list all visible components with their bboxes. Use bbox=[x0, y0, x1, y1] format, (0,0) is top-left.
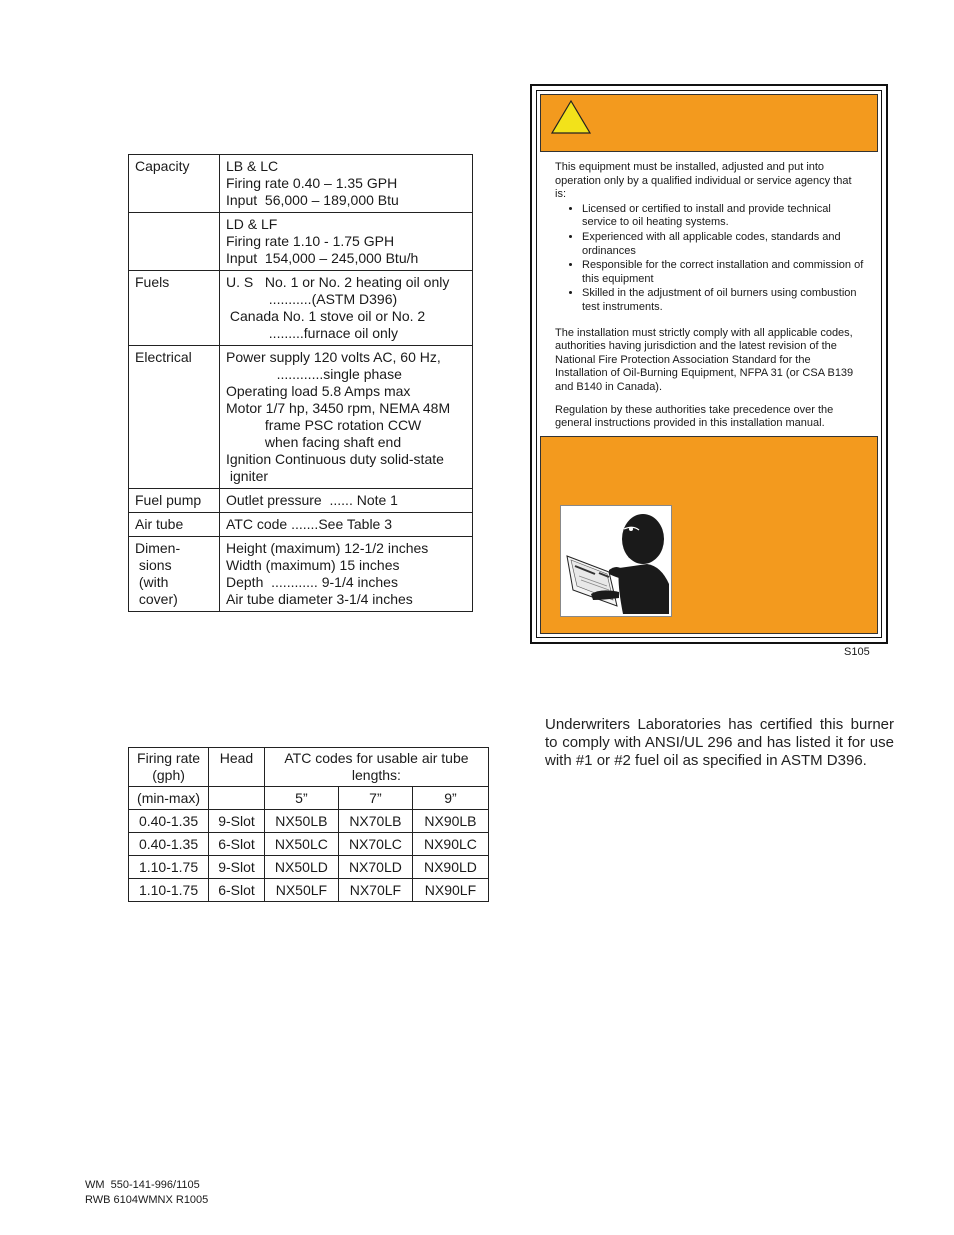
spec-value-line: Motor 1/7 hp, 3450 rpm, NEMA 48M bbox=[226, 400, 451, 416]
spec-value-line: ............single phase bbox=[226, 366, 402, 382]
atc-row bbox=[129, 810, 489, 833]
spec-value bbox=[220, 155, 473, 213]
atc-7-cell: NX70LF bbox=[338, 879, 412, 902]
spec-label bbox=[129, 213, 220, 271]
spec-value-line: when facing shaft end bbox=[226, 434, 402, 450]
atc-row bbox=[129, 879, 489, 902]
head-cell: 9-Slot bbox=[209, 810, 265, 833]
spec-value-line: Air tube diameter 3-1/4 inches bbox=[226, 591, 413, 607]
warning-bullet: • Skilled in the adjustment of oil burners using combustion test instruments. bbox=[582, 287, 865, 314]
spec-value-line: ATC code .......See Table 3 bbox=[226, 516, 393, 532]
spec-value-line: Firing rate 1.10 - 1.75 GPH bbox=[226, 233, 395, 249]
spec-row bbox=[129, 271, 473, 346]
firing-rate-cell: 0.40-1.35 bbox=[129, 810, 209, 833]
warning-triangle-icon bbox=[550, 99, 592, 135]
spec-value-line: Width (maximum) 15 inches bbox=[226, 557, 400, 573]
warning-bullet: • Responsible for the correct installation and commission of this equipment bbox=[582, 259, 865, 286]
spec-value-line: Firing rate 0.40 – 1.35 GPH bbox=[226, 175, 398, 191]
spec-label: Air tube bbox=[129, 513, 220, 537]
spec-value-line: ...........(ASTM D396) bbox=[226, 291, 398, 307]
atc-9-cell: NX90LD bbox=[412, 856, 488, 879]
atc-header-row bbox=[129, 748, 489, 787]
atc-9-cell: NX90LB bbox=[412, 810, 488, 833]
firing-rate-cell: 1.10-1.75 bbox=[129, 879, 209, 902]
atc-5-cell: NX50LF bbox=[264, 879, 338, 902]
footer-line-1: WM 550-141-996/1105 bbox=[85, 1179, 200, 1191]
spec-value-line: Depth ............ 9-1/4 inches bbox=[226, 574, 398, 590]
warning-header-band bbox=[540, 94, 878, 152]
atc-9-cell: NX90LF bbox=[412, 879, 488, 902]
specifications-table bbox=[128, 154, 473, 612]
spec-value bbox=[220, 537, 473, 612]
atc-codes-header: ATC codes for usable air tube lengths: bbox=[264, 748, 488, 787]
spec-label: Fuel pump bbox=[129, 489, 220, 513]
firing-rate-cell: 0.40-1.35 bbox=[129, 833, 209, 856]
warning-regulation-paragraph: Regulation by these authorities take precedence over the general instructions provided in this installation manual. bbox=[555, 403, 834, 430]
warning-compliance-paragraph: The installation must strictly comply with all applicable codes, authorities having jurisdiction and the latest revision of the National Fire Protection Association Standard for the Installation of Oil-Burning Equipment, NFPA 31 (or CSA B139 and B140 in Canada). bbox=[555, 326, 854, 393]
spec-value-line: igniter bbox=[226, 468, 269, 484]
warning-bullet: • Licensed or certified to install and provide technical service to oil heating systems. bbox=[582, 203, 865, 230]
ul-certification-paragraph: Underwriters Laboratories has certified this burner to comply with ANSI/UL 296 and has listed it for use with #1 or #2 fuel oil as specified in ASTM D396. bbox=[545, 716, 894, 769]
atc-5-cell: NX50LC bbox=[264, 833, 338, 856]
spec-row bbox=[129, 155, 473, 213]
spec-value-line: Input 154,000 – 245,000 Btu/h bbox=[226, 250, 419, 266]
document-footer bbox=[85, 1178, 208, 1208]
spec-value-line: Power supply 120 volts AC, 60 Hz, bbox=[226, 349, 441, 365]
footer-line-2: RWB 6104WMNX R1005 bbox=[85, 1194, 209, 1206]
spec-value-line: Outlet pressure ...... Note 1 bbox=[226, 492, 398, 508]
warning-bullets bbox=[555, 203, 865, 315]
spec-value-line: LD & LF bbox=[226, 216, 278, 232]
atc-7-cell: NX70LB bbox=[338, 810, 412, 833]
atc-codes-table bbox=[128, 747, 489, 902]
spec-row bbox=[129, 346, 473, 489]
spec-row bbox=[129, 537, 473, 612]
spec-value-line: LB & LC bbox=[226, 158, 279, 174]
spec-value bbox=[220, 489, 473, 513]
warning-text bbox=[555, 161, 865, 440]
atc-5-cell: NX50LB bbox=[264, 810, 338, 833]
spec-value-line: Canada No. 1 stove oil or No. 2 bbox=[226, 308, 426, 324]
atc-7-cell: NX70LD bbox=[338, 856, 412, 879]
spec-value bbox=[220, 213, 473, 271]
warning-code: S105 bbox=[844, 646, 870, 658]
spec-row bbox=[129, 513, 473, 537]
warning-bullet: • Experienced with all applicable codes, standards and ordinances bbox=[582, 231, 865, 258]
head-subheader-empty bbox=[209, 787, 265, 810]
spec-value-line: Operating load 5.8 Amps max bbox=[226, 383, 411, 399]
spec-value bbox=[220, 346, 473, 489]
spec-value-line: .........furnace oil only bbox=[226, 325, 398, 341]
firing-rate-header: Firing rate (gph) bbox=[129, 748, 209, 787]
head-header: Head bbox=[209, 748, 265, 787]
length-9-header: 9” bbox=[412, 787, 488, 810]
spec-label: Dimen- sions (with cover) bbox=[129, 537, 220, 612]
length-5-header: 5” bbox=[264, 787, 338, 810]
spec-value-line: Ignition Continuous duty solid-state bbox=[226, 451, 444, 467]
warning-intro: This equipment must be installed, adjusted and put into operation only by a qualified individual or service agency that is: bbox=[555, 161, 852, 201]
person-reading-manual-icon bbox=[561, 506, 671, 616]
spec-value bbox=[220, 513, 473, 537]
spec-value-line: U. S No. 1 or No. 2 heating oil only bbox=[226, 274, 450, 290]
head-cell: 6-Slot bbox=[209, 833, 265, 856]
spec-value bbox=[220, 271, 473, 346]
read-manual-band bbox=[540, 436, 878, 634]
head-cell: 9-Slot bbox=[209, 856, 265, 879]
spec-label: Capacity bbox=[129, 155, 220, 213]
atc-9-cell: NX90LC bbox=[412, 833, 488, 856]
length-7-header: 7” bbox=[338, 787, 412, 810]
spec-label: Electrical bbox=[129, 346, 220, 489]
atc-subheader-row bbox=[129, 787, 489, 810]
minmax-header: (min-max) bbox=[129, 787, 209, 810]
spec-value-line: Height (maximum) 12-1/2 inches bbox=[226, 540, 429, 556]
atc-7-cell: NX70LC bbox=[338, 833, 412, 856]
head-cell: 6-Slot bbox=[209, 879, 265, 902]
firing-rate-cell: 1.10-1.75 bbox=[129, 856, 209, 879]
spec-row bbox=[129, 213, 473, 271]
spec-label: Fuels bbox=[129, 271, 220, 346]
atc-5-cell: NX50LD bbox=[264, 856, 338, 879]
atc-row bbox=[129, 856, 489, 879]
read-manual-illustration bbox=[560, 505, 672, 617]
atc-row bbox=[129, 833, 489, 856]
spec-value-line: Input 56,000 – 189,000 Btu bbox=[226, 192, 399, 208]
spec-value-line: frame PSC rotation CCW bbox=[226, 417, 422, 433]
spec-row bbox=[129, 489, 473, 513]
warning-box bbox=[530, 84, 888, 644]
